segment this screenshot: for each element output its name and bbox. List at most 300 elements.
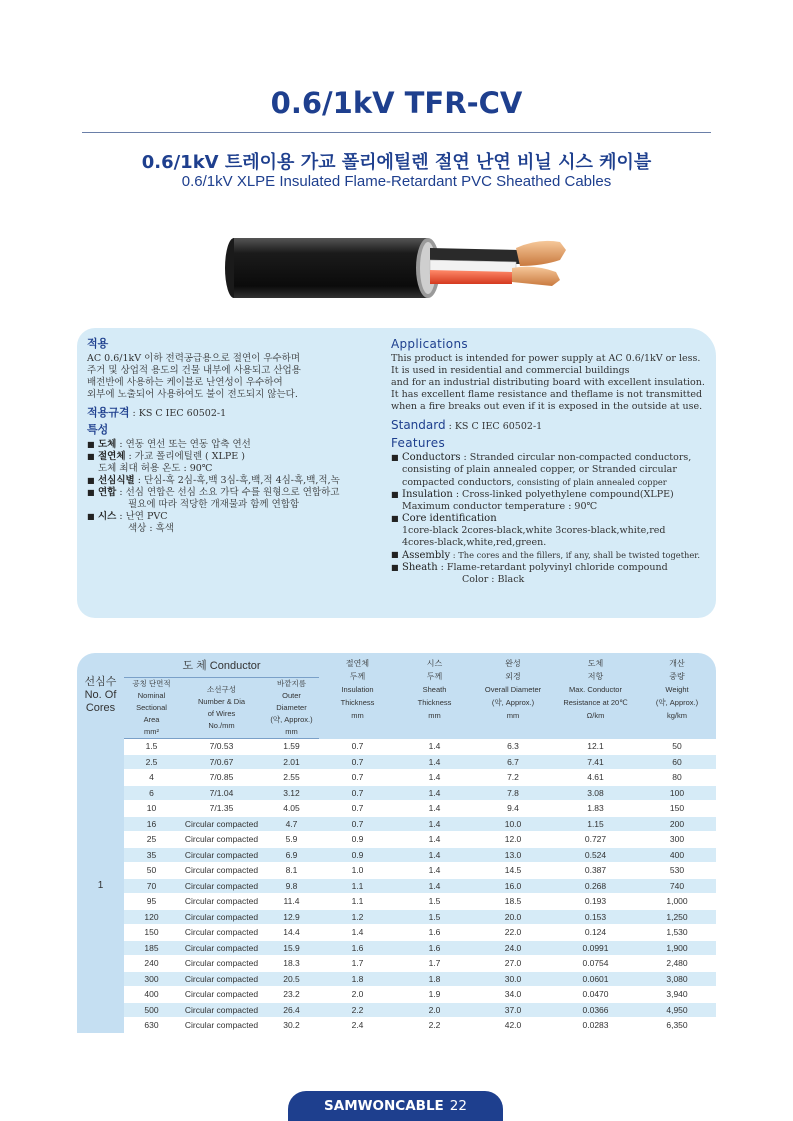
table-cell: 0.7 (319, 801, 396, 817)
table-cell: 42.0 (473, 1018, 553, 1034)
table-cell: 400 (124, 987, 179, 1003)
table-cell: 0.524 (553, 847, 638, 863)
table-cell: Circular compacted (179, 956, 264, 972)
table-cell: 1.4 (396, 832, 473, 848)
table-cell: 34.0 (473, 987, 553, 1003)
table-cell: 1.1 (319, 878, 396, 894)
features-list-en (391, 452, 711, 586)
header-text: 절연체 (345, 659, 370, 668)
table-row (77, 971, 716, 987)
feature-key: 도체 (98, 439, 117, 450)
table-cell: 1,000 (638, 894, 716, 910)
header-text: 개산 (669, 659, 685, 668)
feature-key: 연합 (98, 487, 117, 498)
table-cell: 16.0 (473, 878, 553, 894)
table-row (77, 940, 716, 956)
table-cell: 1,250 (638, 909, 716, 925)
standard-ko (87, 407, 387, 420)
table-cell: 50 (124, 863, 179, 879)
table-cell: 4 (124, 770, 179, 786)
feature-core-identification (391, 513, 711, 549)
table-cell: 0.9 (319, 847, 396, 863)
header-text: 두께 (426, 672, 443, 681)
table-cell: 1.2 (319, 909, 396, 925)
header-area (124, 678, 179, 739)
table-cell: 12.9 (264, 909, 319, 925)
table-cell: 0.153 (553, 909, 638, 925)
table-cell: 18.5 (473, 894, 553, 910)
table-cell: 4,950 (638, 1002, 716, 1018)
header-text: Insulation (341, 685, 374, 694)
header-resistance (553, 653, 638, 739)
copper-conductor-2 (512, 267, 560, 286)
feature-key: 선심식별 (98, 475, 135, 486)
table-row (77, 878, 716, 894)
table-cell: 0.0470 (553, 987, 638, 1003)
table-row (77, 909, 716, 925)
table-cell: 0.7 (319, 739, 396, 755)
table-row (77, 739, 716, 755)
table-cell: 12.1 (553, 739, 638, 755)
feature-value: : Stranded circular non-compacted conductors, (460, 452, 692, 463)
table-cell: 1.4 (396, 863, 473, 879)
feature-key: Conductors (402, 452, 461, 463)
table-cell: 25 (124, 832, 179, 848)
header-text: Thickness (340, 698, 375, 707)
feature-value: compacted conductors, (402, 477, 515, 488)
header-cores (77, 653, 124, 739)
features-list-ko (87, 439, 387, 535)
table-cell: 1.4 (319, 925, 396, 941)
feature-value: : The cores and the fillers, if any, shall be twisted together. (450, 550, 700, 560)
table-cell: 500 (124, 1002, 179, 1018)
table-cell: 0.7 (319, 785, 396, 801)
table-row (77, 801, 716, 817)
header-sheath (396, 653, 473, 739)
header-text: No. Of (84, 689, 117, 702)
header-unit: mm (506, 711, 520, 720)
table-cell: Circular compacted (179, 940, 264, 956)
table-cell: 0.387 (553, 863, 638, 879)
table-cell: 7.41 (553, 754, 638, 770)
table-row (77, 847, 716, 863)
english-column (391, 338, 711, 586)
table-cell: Circular compacted (179, 909, 264, 925)
header-overall-diameter (473, 653, 553, 739)
table-cell: 30.0 (473, 971, 553, 987)
header-text: Resistance at 20℃ (563, 698, 628, 707)
header-unit: mm (285, 727, 298, 736)
table-cell: Circular compacted (179, 878, 264, 894)
feature-value: 1core-black 2cores-black,white 3cores-black,white,red (402, 525, 666, 536)
table-cell: Circular compacted (179, 863, 264, 879)
title-divider (82, 132, 711, 133)
feature-value: : 선심 연합은 선심 소요 가닥 수를 원형으로 연합하고 (116, 487, 340, 498)
table-cell: 14.5 (473, 863, 553, 879)
header-unit: kg/km (666, 711, 687, 720)
table-row (77, 987, 716, 1003)
table-cell: 0.0754 (553, 956, 638, 972)
table-row (77, 1018, 716, 1034)
applications-heading-en: Applications (391, 337, 468, 351)
feature-item (87, 451, 387, 475)
table-cell: 1.1 (319, 894, 396, 910)
cable-illustration (220, 220, 580, 330)
header-text: 시스 (426, 659, 443, 668)
cores-cell: 1 (77, 739, 124, 1034)
header-text: Overall Diameter (484, 685, 542, 694)
header-text: of Wires (207, 709, 236, 718)
header-text: Sheath (422, 685, 447, 694)
feature-value: 필요에 따라 적당한 개재물과 함께 연합함 (128, 499, 300, 510)
feature-value: 도체 최대 허용 온도 : 90℃ (98, 463, 213, 474)
table-cell: 1.4 (396, 754, 473, 770)
header-text: Number & Dia (197, 697, 246, 706)
table-cell: 26.4 (264, 1002, 319, 1018)
table-cell: 12.0 (473, 832, 553, 848)
header-weight (638, 653, 716, 739)
applications-line-en: and for an industrial distributing board with excellent insulation. (391, 377, 705, 388)
table-cell: 530 (638, 863, 716, 879)
table-cell: 35 (124, 847, 179, 863)
table-cell: Circular compacted (179, 832, 264, 848)
table-cell: 1.4 (396, 785, 473, 801)
standard-en (391, 419, 711, 433)
table-cell: 1.8 (396, 971, 473, 987)
feature-value: consisting of plain annealed copper, or Stranded circular (402, 464, 677, 475)
copper-conductor (516, 241, 566, 266)
applications-line-en: It is used in residential and commercial buildings (391, 365, 630, 376)
table-cell: 2,480 (638, 956, 716, 972)
table-cell: 2.0 (319, 987, 396, 1003)
table-cell: 15.9 (264, 940, 319, 956)
table-cell: 6,350 (638, 1018, 716, 1034)
standard-label-en: Standard (391, 418, 446, 432)
header-text: 공칭 단면적 (132, 679, 171, 688)
header-unit: mm² (144, 727, 159, 736)
feature-value: : 난연 PVC (116, 511, 168, 522)
table-cell: 2.5 (124, 754, 179, 770)
table-row (77, 770, 716, 786)
table-cell: 7/0.85 (179, 770, 264, 786)
page-title: 0.6/1kV TFR-CV (270, 86, 523, 120)
table-cell: Circular compacted (179, 894, 264, 910)
info-box (77, 328, 716, 618)
footer-brand: SAMWONCABLE (324, 1098, 444, 1114)
table-cell: Circular compacted (179, 847, 264, 863)
table-cell: 2.55 (264, 770, 319, 786)
header-text: 중량 (669, 672, 685, 681)
table-row (77, 785, 716, 801)
features-heading-en: Features (391, 436, 445, 450)
table-cell: 6.9 (264, 847, 319, 863)
cable-jacket (234, 238, 428, 298)
header-insulation (319, 653, 396, 739)
header-text: Diameter (276, 703, 307, 712)
table-row (77, 925, 716, 941)
applications-line-ko: 주거 및 상업적 용도의 건물 내부에 사용되고 산업용 (87, 365, 301, 376)
feature-key: 절연체 (98, 451, 126, 462)
core-red (430, 270, 512, 284)
subtitle-korean: 0.6/1kV 트레이용 가교 폴리에틸렌 절연 난연 비닐 시스 케이블 (141, 152, 652, 173)
table-cell: 300 (638, 832, 716, 848)
feature-assembly (391, 549, 711, 562)
table-cell: Circular compacted (179, 971, 264, 987)
feature-value: : Flame-retardant polyvinyl chloride compound (437, 562, 668, 573)
table-cell: 2.2 (319, 1002, 396, 1018)
table-cell: 0.0991 (553, 940, 638, 956)
table-cell: Circular compacted (179, 1018, 264, 1034)
table-cell: 1.4 (396, 770, 473, 786)
table-row (77, 754, 716, 770)
table-cell: 80 (638, 770, 716, 786)
header-outer-diameter (264, 678, 319, 739)
table-cell: 6.3 (473, 739, 553, 755)
standard-value-ko: : KS C IEC 60502-1 (129, 408, 227, 419)
table-cell: 2.4 (319, 1018, 396, 1034)
table-cell: 100 (638, 785, 716, 801)
header-text: Thickness (417, 698, 452, 707)
table-cell: 50 (638, 739, 716, 755)
spec-table-body (77, 739, 716, 1034)
header-unit: mm (351, 711, 364, 720)
feature-value: : 단심-흑 2심-흑,백 3심-흑,백,적 4심-흑,백,적,녹 (134, 475, 340, 486)
table-cell: 1.5 (124, 739, 179, 755)
table-cell: Circular compacted (179, 816, 264, 832)
table-cell: 1.4 (396, 739, 473, 755)
header-text: Max. Conductor (569, 685, 622, 694)
table-cell: 4.61 (553, 770, 638, 786)
feature-value: consisting of plain annealed copper (514, 477, 667, 487)
table-cell: 3,940 (638, 987, 716, 1003)
feature-item (87, 487, 387, 511)
applications-line-ko: 배전반에 사용하는 케이블로 난연성이 우수하여 (87, 377, 283, 388)
table-cell: Circular compacted (179, 925, 264, 941)
table-cell: 1.59 (264, 739, 319, 755)
korean-column (87, 338, 387, 535)
table-cell: 1.5 (396, 894, 473, 910)
table-cell: 10.0 (473, 816, 553, 832)
header-text: 두께 (349, 672, 366, 681)
footer-badge (288, 1091, 503, 1121)
applications-line-en: It has excellent flame resistance and theflame is not transmitted (391, 389, 703, 400)
table-cell: 20.0 (473, 909, 553, 925)
applications-line-en: This product is intended for power supply at AC 0.6/1kV or less. (391, 353, 701, 364)
standard-value-en: : KS C IEC 60502-1 (445, 421, 543, 432)
table-cell: 0.268 (553, 878, 638, 894)
table-cell: 1.4 (396, 847, 473, 863)
header-text: Sectional (136, 703, 167, 712)
table-cell: 18.3 (264, 956, 319, 972)
feature-item (87, 511, 387, 535)
table-cell: 3,080 (638, 971, 716, 987)
table-cell: 60 (638, 754, 716, 770)
applications-line-ko: AC 0.6/1kV 이하 전력공급용으로 절연이 우수하며 (87, 353, 301, 364)
feature-key: Insulation (402, 489, 453, 500)
table-cell: 9.4 (473, 801, 553, 817)
table-cell: 150 (638, 801, 716, 817)
table-cell: 0.0283 (553, 1018, 638, 1034)
table-cell: 400 (638, 847, 716, 863)
table-cell: 23.2 (264, 987, 319, 1003)
table-cell: 1,530 (638, 925, 716, 941)
header-text: Weight (665, 685, 689, 694)
header-text: 저항 (587, 672, 604, 681)
spec-table (77, 653, 716, 1034)
table-cell: 2.0 (396, 1002, 473, 1018)
table-cell: 7/0.67 (179, 754, 264, 770)
table-cell: 1.4 (396, 816, 473, 832)
table-cell: 4.05 (264, 801, 319, 817)
table-cell: 6 (124, 785, 179, 801)
table-cell: 1.4 (396, 878, 473, 894)
table-row (77, 894, 716, 910)
feature-conductors (391, 452, 711, 489)
feature-value: Maximum conductor temperature : 90℃ (402, 501, 598, 512)
table-cell: 20.5 (264, 971, 319, 987)
standard-label-ko: 적용규격 (87, 406, 130, 419)
applications-line-en: when a fire breaks out even if it is exposed in the outside at use. (391, 401, 703, 412)
spec-table-wrap (77, 653, 716, 1034)
table-cell: 14.4 (264, 925, 319, 941)
header-text: 바깥지름 (277, 679, 306, 688)
table-cell: 0.193 (553, 894, 638, 910)
table-cell: 22.0 (473, 925, 553, 941)
table-cell: 37.0 (473, 1002, 553, 1018)
page-number: 22 (449, 1098, 467, 1114)
header-text: (약, Approx.) (491, 698, 535, 707)
table-cell: 3.12 (264, 785, 319, 801)
table-cell: 740 (638, 878, 716, 894)
header-text: 완성 (505, 659, 521, 668)
feature-key: Sheath (402, 562, 438, 573)
table-cell: 1.0 (319, 863, 396, 879)
table-cell: 120 (124, 909, 179, 925)
table-cell: 0.7 (319, 770, 396, 786)
table-cell: 1.9 (396, 987, 473, 1003)
feature-value: : 가교 폴리에틸렌 ( XLPE ) (125, 451, 245, 462)
header-unit: mm (428, 711, 441, 720)
header-text: (약, Approx.) (270, 715, 313, 724)
header-text: Area (143, 715, 160, 724)
table-cell: 630 (124, 1018, 179, 1034)
table-cell: 150 (124, 925, 179, 941)
table-cell: 7/0.53 (179, 739, 264, 755)
header-text: Outer (282, 691, 301, 700)
table-cell: 0.0366 (553, 1002, 638, 1018)
features-heading-ko: 특성 (87, 423, 109, 436)
table-cell: 300 (124, 971, 179, 987)
feature-key: Core identification (402, 513, 497, 524)
table-cell: 6.7 (473, 754, 553, 770)
table-cell: 1.15 (553, 816, 638, 832)
table-cell: 70 (124, 878, 179, 894)
table-cell: 8.1 (264, 863, 319, 879)
table-cell: 1.5 (396, 909, 473, 925)
table-row (77, 816, 716, 832)
feature-item (87, 439, 387, 451)
table-cell: 0.727 (553, 832, 638, 848)
feature-value: 색상 : 흑색 (128, 523, 174, 534)
feature-item (87, 475, 387, 487)
table-cell: 11.4 (264, 894, 319, 910)
applications-heading-ko: 적용 (87, 337, 109, 350)
table-cell: 1.8 (319, 971, 396, 987)
table-cell: 10 (124, 801, 179, 817)
feature-sheath (391, 562, 711, 586)
header-text: 소선구성 (207, 685, 236, 694)
feature-value: : Cross-linked polyethylene compound(XLPE) (452, 489, 674, 500)
table-cell: 7.8 (473, 785, 553, 801)
table-cell: 1.83 (553, 801, 638, 817)
table-cell: 9.8 (264, 878, 319, 894)
table-cell: 30.2 (264, 1018, 319, 1034)
table-row (77, 863, 716, 879)
table-cell: 7/1.35 (179, 801, 264, 817)
table-cell: 1.6 (396, 940, 473, 956)
table-cell: 0.7 (319, 816, 396, 832)
table-cell: 1.6 (396, 925, 473, 941)
table-cell: 0.124 (553, 925, 638, 941)
table-row (77, 956, 716, 972)
table-cell: 0.7 (319, 754, 396, 770)
table-cell: 16 (124, 816, 179, 832)
feature-value: 4cores-black,white,red,green. (402, 537, 547, 548)
header-wires (179, 678, 264, 739)
header-conductor: 도 체 Conductor (124, 653, 319, 678)
header-text: 외경 (505, 672, 521, 681)
header-text: 도체 (587, 659, 604, 668)
table-cell: 3.08 (553, 785, 638, 801)
table-cell: 7/1.04 (179, 785, 264, 801)
table-cell: 1.6 (319, 940, 396, 956)
subtitle-english: 0.6/1kV XLPE Insulated Flame-Retardant PVC Sheathed Cables (181, 173, 612, 190)
table-cell: 95 (124, 894, 179, 910)
applications-line-ko: 외부에 노출되어 사용하여도 불이 전도되지 않는다. (87, 389, 298, 400)
header-text: Cores (85, 702, 116, 715)
table-cell: 200 (638, 816, 716, 832)
table-cell: 2.01 (264, 754, 319, 770)
table-cell: Circular compacted (179, 987, 264, 1003)
header-unit: No./mm (208, 721, 235, 730)
table-cell: 27.0 (473, 956, 553, 972)
feature-key: Assembly (402, 550, 451, 561)
table-row (77, 832, 716, 848)
feature-key: 시스 (98, 511, 117, 522)
table-cell: 13.0 (473, 847, 553, 863)
table-cell: 7.2 (473, 770, 553, 786)
table-cell: 2.2 (396, 1018, 473, 1034)
feature-insulation (391, 489, 711, 513)
table-cell: 240 (124, 956, 179, 972)
table-cell: 185 (124, 940, 179, 956)
table-cell: Circular compacted (179, 1002, 264, 1018)
table-row (77, 1002, 716, 1018)
header-text: (약, Approx.) (655, 698, 699, 707)
table-cell: 24.0 (473, 940, 553, 956)
table-cell: 0.9 (319, 832, 396, 848)
feature-value: Color : Black (462, 574, 525, 585)
table-cell: 1.7 (319, 956, 396, 972)
table-cell: 0.0601 (553, 971, 638, 987)
header-unit: Ω/km (586, 711, 605, 720)
table-cell: 1.7 (396, 956, 473, 972)
feature-value: : 연동 연선 또는 연동 압축 연선 (116, 439, 251, 450)
table-cell: 5.9 (264, 832, 319, 848)
table-cell: 1,900 (638, 940, 716, 956)
table-cell: 1.4 (396, 801, 473, 817)
table-cell: 4.7 (264, 816, 319, 832)
